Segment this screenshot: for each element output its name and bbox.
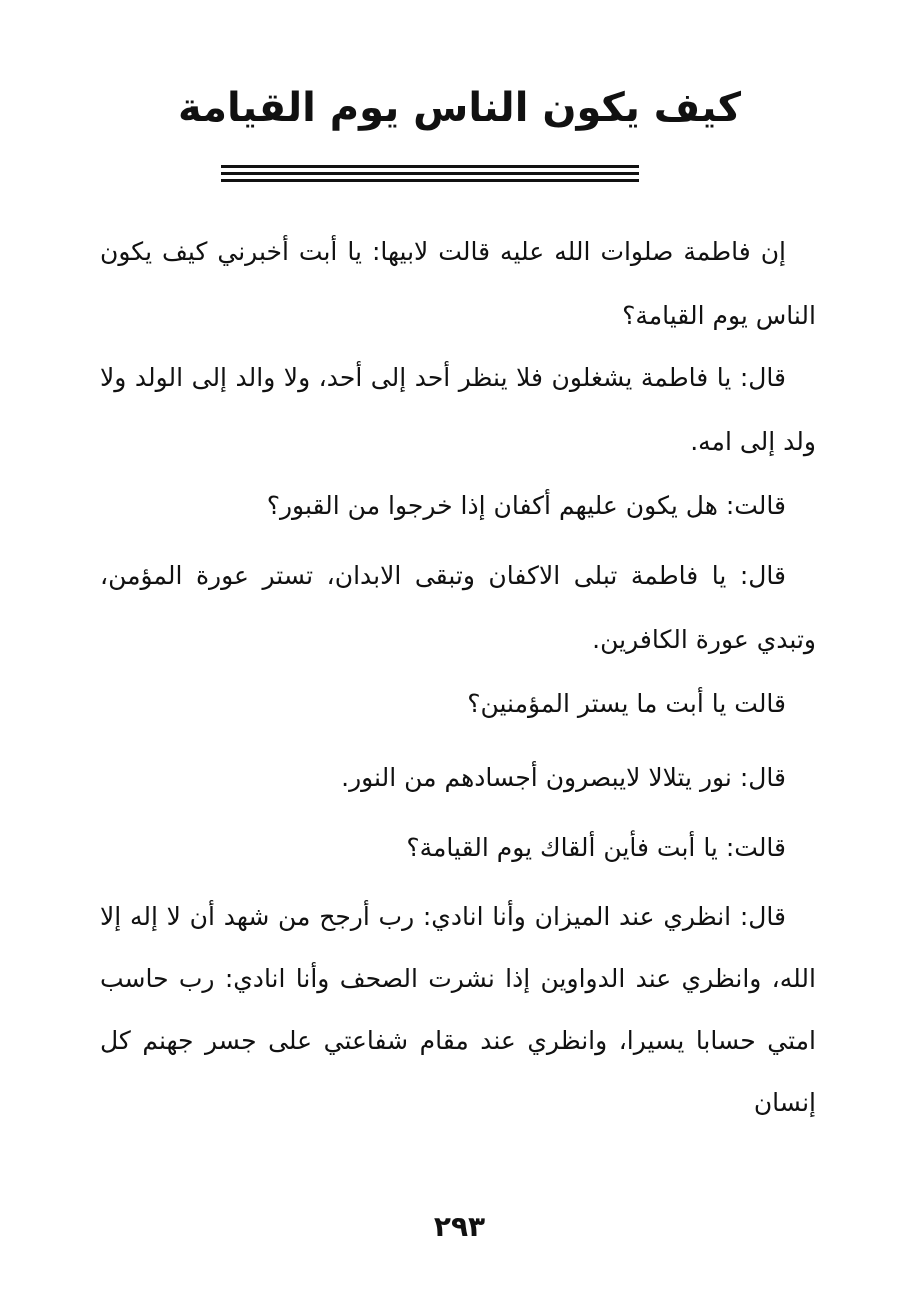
paragraph-8: قال: انظري عند الميزان وأنا انادي: رب أرجح من شهد أن لا إله إلا الله، وانظري عند الدواوين إذا نشرت الصحف وأنا انادي: رب حاسب امتي حسابا يسيرا، وانظري عند مقام شفاعتي على جسر جهنم كل إنسان: [100, 902, 816, 1117]
paragraph-5: قالت يا أبت ما يستر المؤمنين؟: [467, 689, 786, 718]
title-divider-line-1: [221, 165, 639, 168]
paragraph-6: قال: نور يتلالا لايبصرون أجسادهم من النور.: [341, 763, 786, 792]
title-divider-line-2: [221, 172, 639, 175]
paragraph-7: قالت: يا أبت فأين ألقاك يوم القيامة؟: [406, 833, 786, 862]
paragraph-1: إن فاطمة صلوات الله عليه قالت لابيها: يا أبت أخبرني كيف يكون الناس يوم القيامة؟: [100, 237, 816, 330]
title-divider-line-3: [221, 179, 639, 182]
paragraph-2: قال: يا فاطمة يشغلون فلا ينظر أحد إلى أحد، ولا والد إلى الولد ولا ولد إلى امه.: [100, 363, 816, 456]
page-title: كيف يكون الناس يوم القيامة: [177, 85, 741, 131]
paragraph-4: قال: يا فاطمة تبلى الاكفان وتبقى الابدان، تستر عورة المؤمن، وتبدي عورة الكافرين.: [100, 561, 816, 654]
page-number: ٢٩٣: [433, 1210, 486, 1243]
paragraph-3: قالت: هل يكون عليهم أكفان إذا خرجوا من القبور؟: [266, 491, 786, 520]
